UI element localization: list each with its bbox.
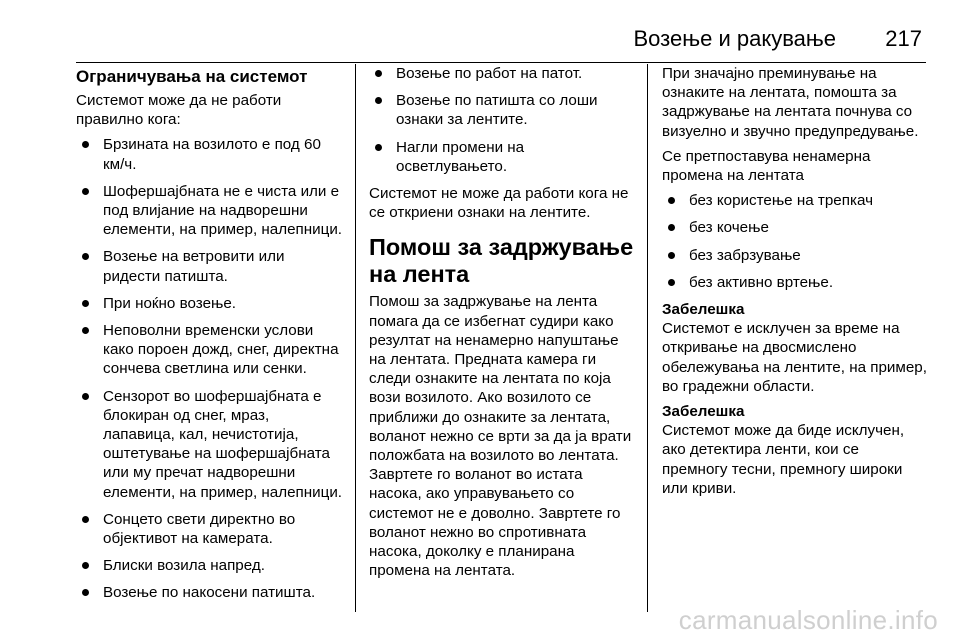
- intro-text: Системот може да не работи правилно кога:: [76, 92, 282, 129]
- list-item: Сонцето свети директно во објективот на камерата.: [76, 510, 344, 548]
- list-item: Брзината на возилото е под 60 км/ч.: [76, 135, 344, 173]
- header-title: Возење и ракување: [633, 26, 836, 51]
- list-item: без забрзување: [662, 246, 928, 265]
- list-item: При ноќно возење.: [76, 294, 344, 313]
- list-item: без активно вртење.: [662, 273, 928, 292]
- list-item: Шофершајбната не е чиста или е под влијание на надворешни елементи, на пример, налепници.: [76, 182, 344, 240]
- column-3: [662, 64, 928, 504]
- column-2: [369, 64, 635, 586]
- list-item: Неповолни временски услови како пороен дожд, снег, директна сончева светлина или сенки.: [76, 321, 344, 379]
- list-item: без користење на трепкач: [662, 191, 928, 210]
- list-item: Нагли промени на осветлувањето.: [369, 138, 635, 176]
- column-divider-2: [647, 64, 648, 612]
- limitations-list-continued: [369, 64, 635, 176]
- note-title: Забелешка: [662, 301, 745, 319]
- limitations-list: [76, 135, 344, 602]
- page-number: 217: [885, 26, 922, 51]
- note-text: Системот е исклучен за време на откривање на двосмислено обележувања на лентите, на пример, во градежни области.: [662, 320, 927, 395]
- note-title: Забелешка: [662, 403, 745, 421]
- column-1: [76, 64, 344, 611]
- list-item: Возење по накосени патишта.: [76, 583, 344, 602]
- list-item: Возење на ветровити или ридести патишта.: [76, 247, 344, 285]
- list-item: Блиски возила напред.: [76, 556, 344, 575]
- list-item: Возење по патишта со лоши ознаки за лентите.: [369, 91, 635, 129]
- column-divider-1: [355, 64, 356, 612]
- paragraph: При значајно преминување на ознаките на лентата, помошта за задржување на лентата почнува со визуелно и звучно предупредување.: [662, 65, 919, 140]
- paragraph: Помош за задржување на лента помага да се избегнат судири како резултат на ненамерно напуштање на лентата. Предната камера ги следи ознаките на лентата по која вози возилото. Ако возилото се приближи до ознаките за лентата, воланот нежно се врти за да ја врати положбата на возилото во лентата. Завртете го воланот во истата насока, ако управувањето со системот не е доволно. Завртете го воланот нежно во спротивната насока, доколку е планирана промена на лентата.: [369, 293, 632, 580]
- conditions-list: [662, 191, 928, 292]
- paragraph: Системот не може да работи кога не се откриени ознаки на лентите.: [369, 185, 629, 222]
- page-header: [76, 22, 926, 63]
- list-item: Сензорот во шофершајбната е блокиран од снег, мраз, лапавица, кал, нечистотија, оштетување на шофершајбната или му пречат надворешни елементи, на пример, налепници.: [76, 387, 344, 502]
- section-heading-lane-keep-assist: Помош за задржување на лента: [369, 234, 634, 288]
- list-item: Возење по работ на патот.: [369, 64, 635, 83]
- list-item: без кочење: [662, 218, 928, 237]
- paragraph: Се претпоставува ненамерна промена на лентата: [662, 147, 871, 185]
- note-text: Системот може да биде исклучен, ако детектира ленти, кои се премногу тесни, премногу широки или криви.: [662, 422, 905, 497]
- watermark: carmanualsonline.info: [678, 605, 938, 635]
- section-heading-limitations: Ограничувања на системот: [76, 67, 308, 86]
